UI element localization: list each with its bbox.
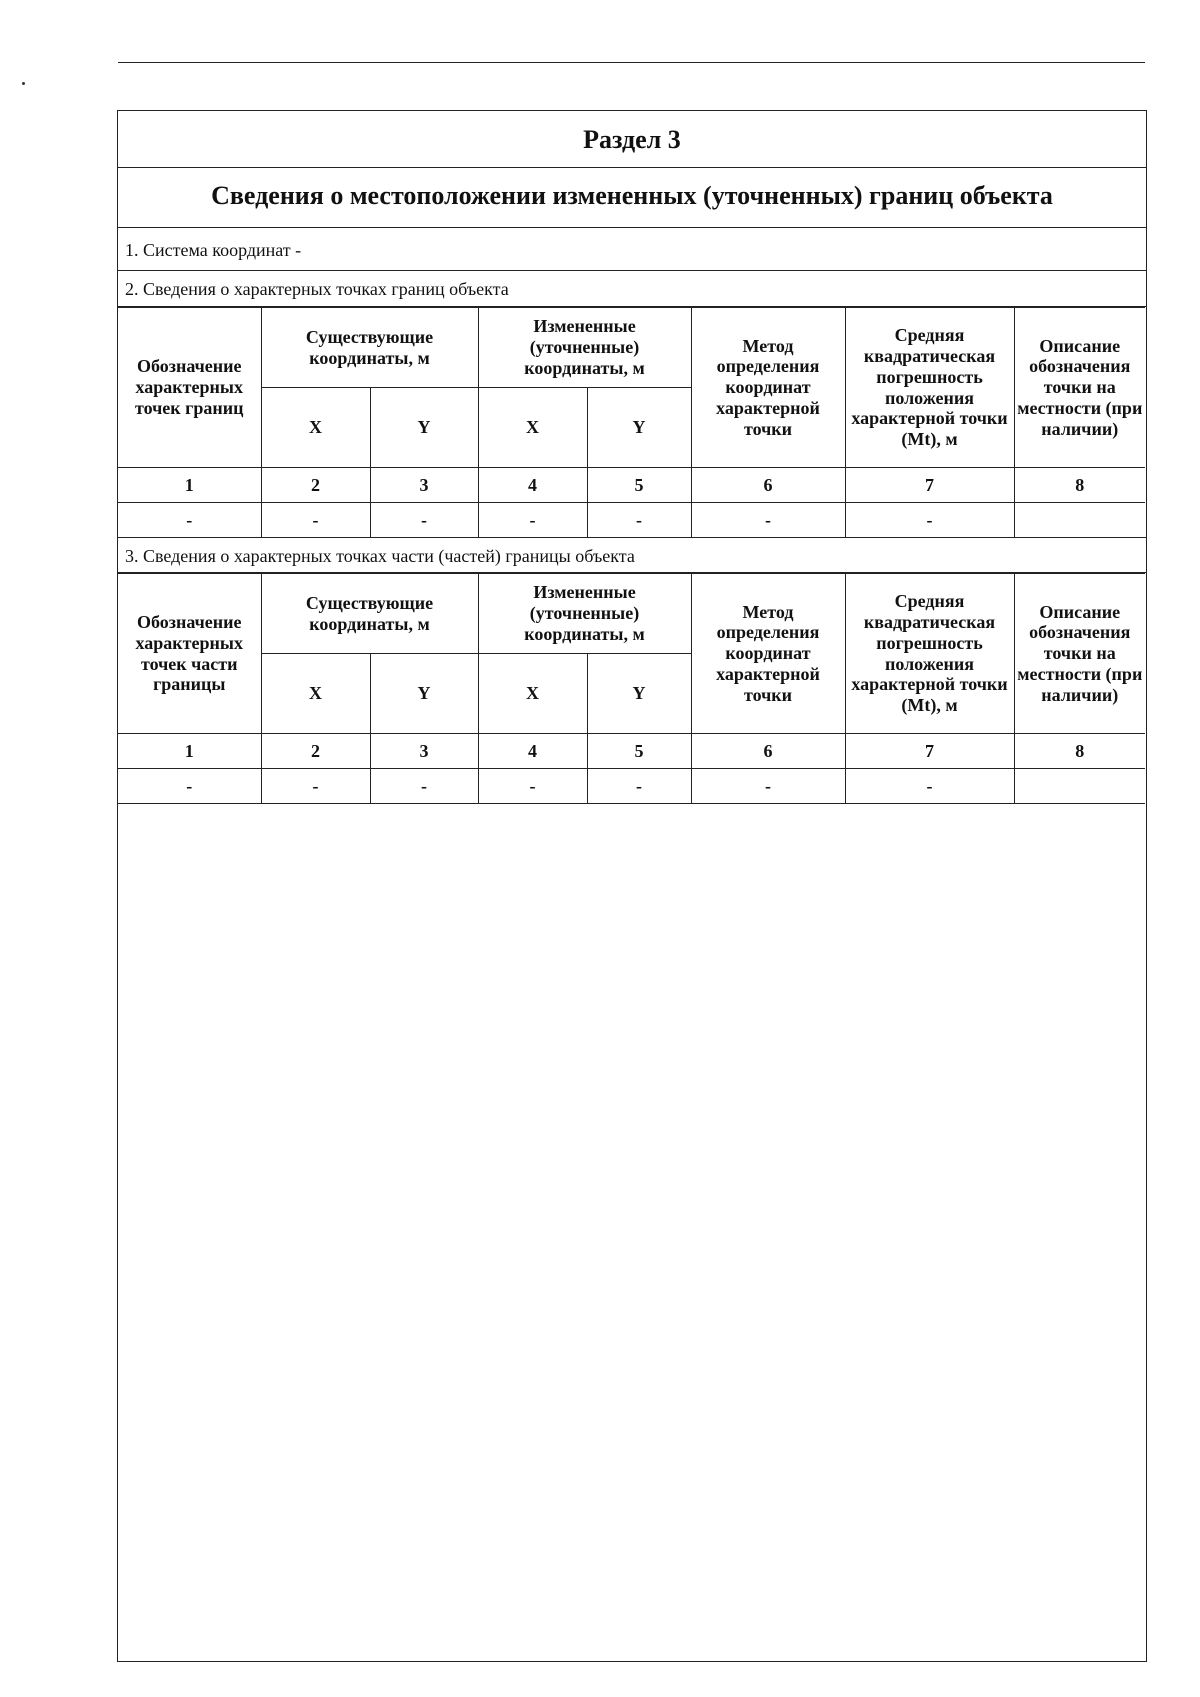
table-cell: - [261,769,370,804]
col-number: 4 [478,468,587,503]
header-y-existing: Y [370,388,478,468]
col-number: 7 [845,468,1014,503]
boundary-part-points-table [118,573,1145,804]
table-cell: - [691,503,845,538]
col-number: 4 [478,734,587,769]
table-cell [1014,769,1145,804]
scan-speck [22,82,25,85]
section-frame [117,110,1147,1662]
header-x-existing: X [261,654,370,734]
table-cell: - [587,769,691,804]
header-changed-coords: Измененные (уточненные) координаты, м [478,308,691,388]
col-number: 6 [691,734,845,769]
table-row [118,769,1145,804]
table-cell: - [691,769,845,804]
column-numbers-row [118,468,1145,503]
boundary-points-table [118,307,1145,538]
header-error: Средняя квадратическая погрешность положения характерной точки (Mt), м [845,574,1014,734]
col-number: 2 [261,468,370,503]
table-cell: - [478,769,587,804]
header-existing-coords: Существующие координаты, м [261,308,478,388]
col-number: 5 [587,468,691,503]
header-point-designation: Обозначение характерных точек части границы [118,574,261,734]
header-description: Описание обозначения точки на местности (при наличии) [1014,574,1145,734]
header-y-changed: Y [587,654,691,734]
table-cell: - [118,503,261,538]
table-cell [1014,503,1145,538]
table-cell: - [845,769,1014,804]
col-number: 8 [1014,734,1145,769]
header-x-changed: X [478,388,587,468]
table-cell: - [370,503,478,538]
col-number: 1 [118,734,261,769]
col-number: 5 [587,734,691,769]
col-number: 3 [370,468,478,503]
top-rule [118,62,1145,63]
header-y-changed: Y [587,388,691,468]
header-method: Метод определения координат характерной точки [691,308,845,468]
table-cell: - [118,769,261,804]
header-point-designation: Обозначение характерных точек границ [118,308,261,468]
col-number: 2 [261,734,370,769]
header-x-existing: X [261,388,370,468]
table-cell: - [587,503,691,538]
table-cell: - [845,503,1014,538]
column-numbers-row [118,734,1145,769]
header-description: Описание обозначения точки на местности (при наличии) [1014,308,1145,468]
header-error: Средняя квадратическая погрешность положения характерной точки (Mt), м [845,308,1014,468]
header-method: Метод определения координат характерной точки [691,574,845,734]
table1-caption: 2. Сведения о характерных точках границ объекта [118,271,1146,307]
col-number: 8 [1014,468,1145,503]
header-changed-coords: Измененные (уточненные) координаты, м [478,574,691,654]
col-number: 1 [118,468,261,503]
table-cell: - [261,503,370,538]
header-x-changed: X [478,654,587,734]
header-existing-coords: Существующие координаты, м [261,574,478,654]
col-number: 3 [370,734,478,769]
col-number: 6 [691,468,845,503]
section-title: Раздел 3 [118,111,1146,168]
table-cell: - [478,503,587,538]
table-cell: - [370,769,478,804]
section-subtitle: Сведения о местоположении измененных (уточненных) границ объекта [118,167,1146,228]
col-number: 7 [845,734,1014,769]
table2-caption: 3. Сведения о характерных точках части (частей) границы объекта [118,537,1146,573]
table-row [118,503,1145,538]
header-y-existing: Y [370,654,478,734]
coordinate-system: 1. Система координат - [118,227,1146,271]
